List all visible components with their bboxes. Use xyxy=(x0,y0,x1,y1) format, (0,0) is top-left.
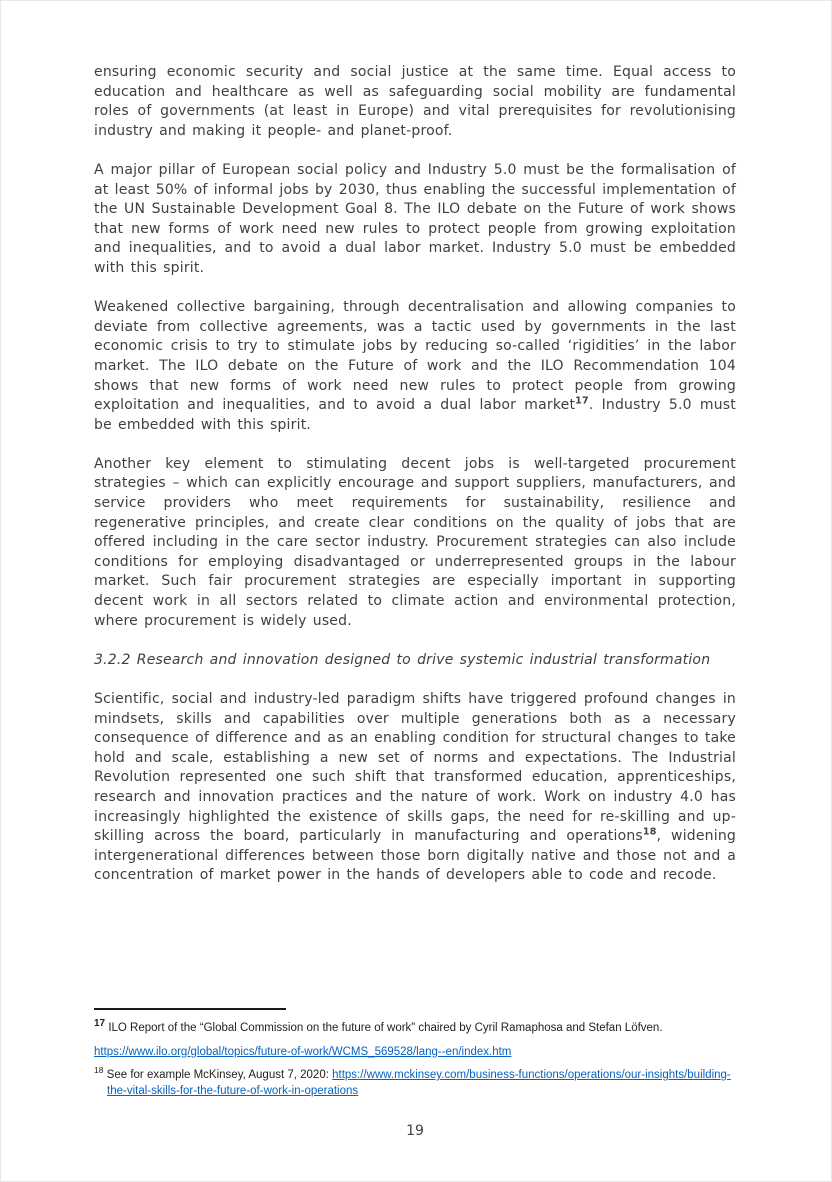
footnote-18 xyxy=(94,1067,736,1099)
footnote-17-line xyxy=(94,1020,736,1036)
paragraph-procurement: Another key element to stimulating decent jobs is well-targeted procurement strategies – which can explicitly encourage and support suppliers, manufacturers, and service providers who meet requirements for sustainability, resilience and regenerative principles, and create clear conditions on the quality of jobs that are offered including in the care sector industry. Procurement strategies can also include conditions for employing disadvantaged or underrepresented groups in the labour market. Such fair procurement strategies are especially important in supporting decent work in all sectors related to climate action and environmental protection, where procurement is widely used. xyxy=(94,455,736,629)
footnote-ref-18: 18 xyxy=(642,826,657,838)
paragraph-text: . Industry 5.0 must be embedded with this spirit. xyxy=(94,397,736,433)
footnote-ref-17: 17 xyxy=(575,395,589,407)
footnote-17-text: ILO Report of the “Global Commission on the future of work” chaired by Cyril Ramaphosa and Stefan Löfven. xyxy=(108,1022,663,1034)
footnote-17-link[interactable]: https://www.ilo.org/global/topics/future-of-work/WCMS_569528/lang--en/index.htm xyxy=(94,1046,512,1058)
footnote-18-link[interactable]: https://www.mckinsey.com/business-functions/operations/our-insights/building-the-vital-skills-for-the-future-of-work-in-operations xyxy=(107,1069,731,1097)
paragraph-social-justice: ensuring economic security and social justice at the same time. Equal access to education and healthcare as well as safeguarding social mobility are fundamental roles of governments (at least in Europe) and vital prerequisites for revolutionising industry and making it people- and planet-proof. xyxy=(94,64,736,139)
footnote-separator-rule xyxy=(94,1008,286,1010)
footnote-17 xyxy=(94,1020,736,1060)
footnote-17-link-line xyxy=(94,1044,736,1060)
page-number: 19 xyxy=(406,1123,424,1139)
footnotes-section xyxy=(94,1008,736,1099)
section-heading-3-2-2: 3.2.2 Research and innovation designed to drive systemic industrial transformation xyxy=(94,651,711,668)
footnote-18-line xyxy=(94,1067,736,1099)
paragraph-collective-bargaining xyxy=(94,298,736,435)
paragraph-text: , widening intergenerational differences between those born digitally native and those not and a concentration of market power in the hands of developers able to code and recode. xyxy=(94,828,737,884)
paragraph-text: Weakened collective bargaining, through decentralisation and allowing companies to deviate from collective agreements, was a tactic used by governments in the last economic crisis to try to stimulate jobs by reducing so-called ‘rigidities’ in the labor market. The ILO debate on the Future of work and the ILO Recommendation 104 shows that new forms of work need new rules to protect people from growing exploitation and inequalities, and to avoid a dual labor market xyxy=(94,299,736,414)
paragraph-paradigm-shifts xyxy=(94,690,736,886)
footnote-17-number: 17 xyxy=(94,1018,106,1030)
paragraph-european-social-policy: A major pillar of European social policy and Industry 5.0 must be the formalisation of at least 50% of informal jobs by 2030, thus enabling the successful implementation of the UN Sustainable Development Goal 8. The ILO debate on the Future of work shows that new forms of work need new rules to protect people from growing exploitation and inequalities, and to avoid a dual labor market. Industry 5.0 must be embedded with this spirit. xyxy=(94,161,736,276)
page-content xyxy=(94,63,736,906)
paragraph-text: Scientific, social and industry-led paradigm shifts have triggered profound changes in mindsets, skills and capabilities over multiple generations both as a necessary consequence of difference and as an enabling condition for structural changes to take hold and scale, establishing a new set of norms and expectations. The Industrial Revolution represented one such shift that transformed education, apprenticeships, research and innovation practices and the nature of work. Work on industry 4.0 has increasingly highlighted the existence of skills gaps, the need for re-skilling and up-skilling across the board, particularly in manufacturing and operations xyxy=(94,691,736,845)
footnote-18-number: 18 xyxy=(94,1065,104,1076)
footnote-18-text: See for example McKinsey, August 7, 2020: xyxy=(106,1069,333,1081)
